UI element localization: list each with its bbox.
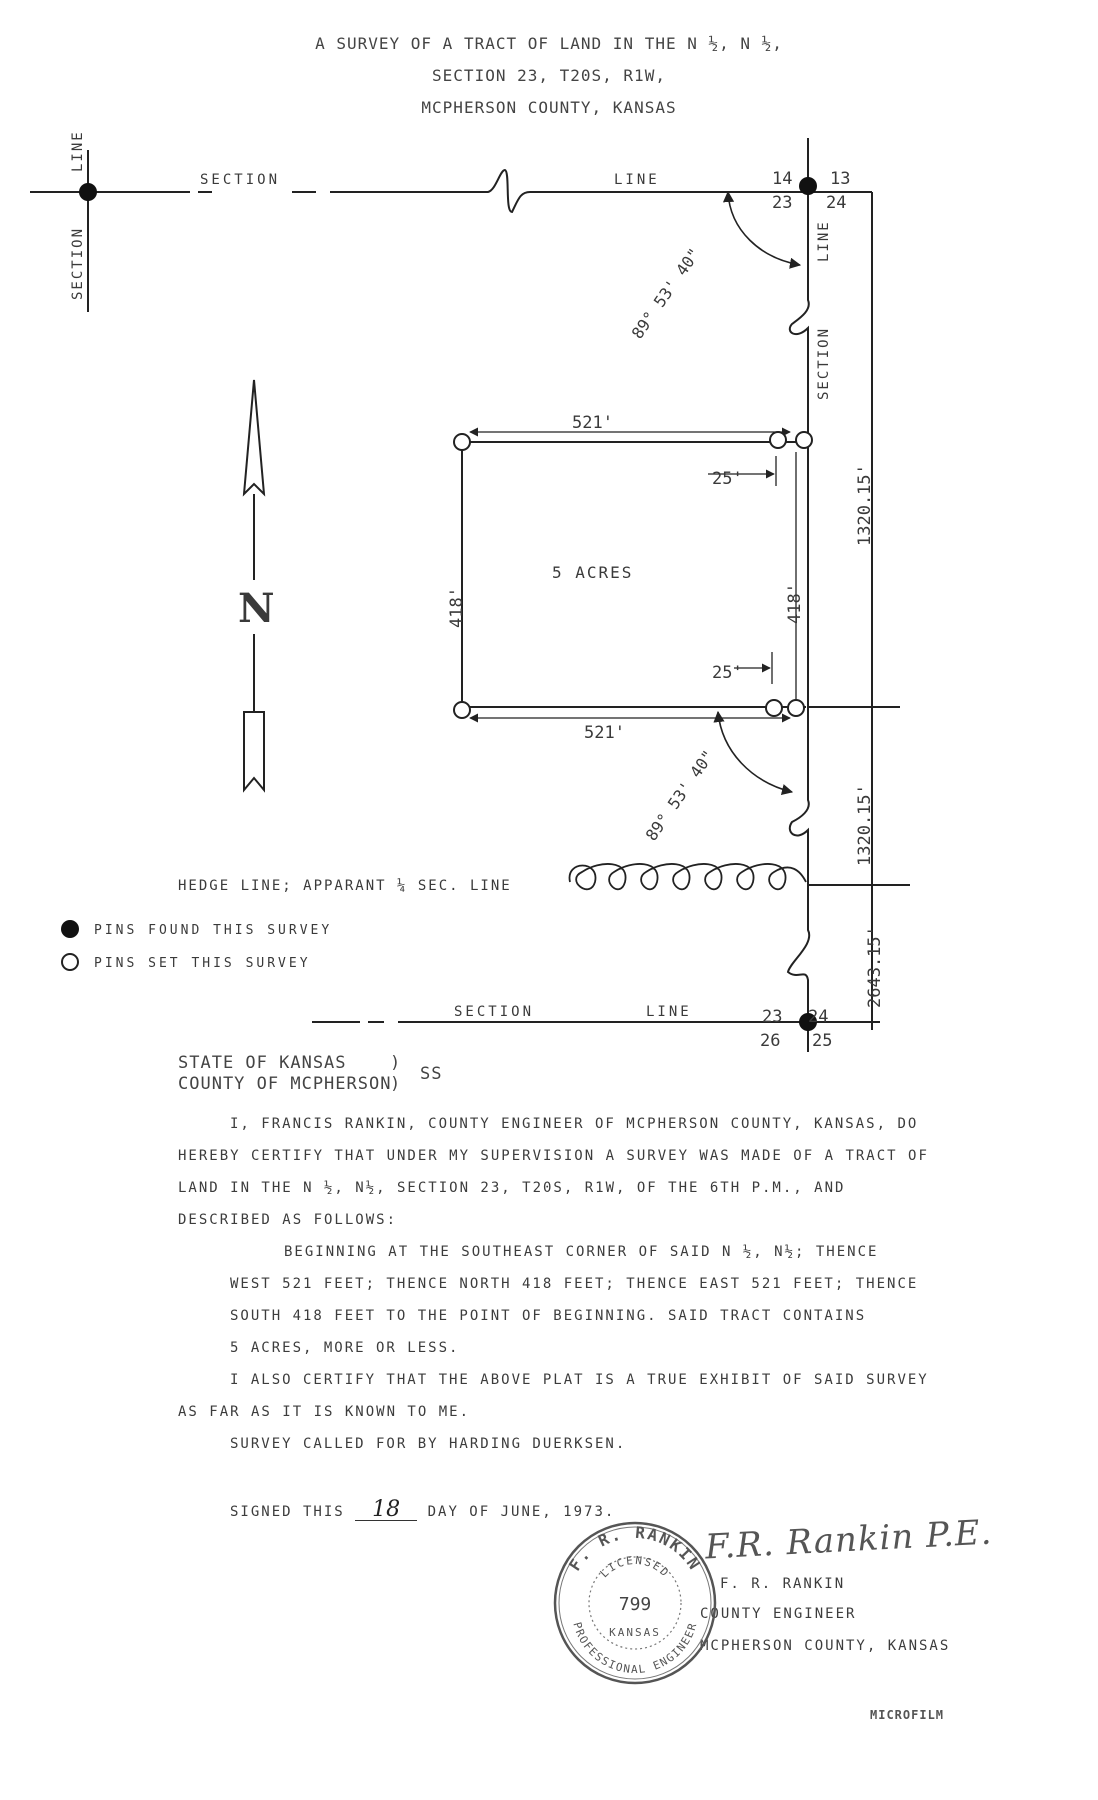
- venue-state: STATE OF KANSAS: [178, 1053, 347, 1073]
- seal-profession: PROFESSIONAL ENGINEER: [570, 1620, 700, 1676]
- seal-licensed: LICENSED: [597, 1553, 673, 1581]
- seal-number: 799: [618, 1594, 652, 1615]
- section-label-east: SECTION: [816, 326, 832, 400]
- corner-se-ne: 24: [808, 1007, 829, 1027]
- dim-1320-south: 1320.15': [855, 784, 875, 866]
- cert-p2-line4: 5 ACRES, MORE OR LESS.: [230, 1340, 460, 1356]
- cert-p2-line3: SOUTH 418 FEET TO THE POINT OF BEGINNING. SAID TRACT CONTAINS: [230, 1308, 867, 1324]
- north-letter: N: [238, 585, 275, 632]
- title-line-1: A SURVEY OF A TRACT OF LAND IN THE N ½, N ½,: [315, 34, 783, 53]
- dim-offset-25-south: 25': [712, 663, 743, 683]
- legend-found-label: PINS FOUND THIS SURVEY: [94, 923, 333, 938]
- seal-name: F. R. RANKIN: [565, 1522, 705, 1575]
- tract-area-label: 5 ACRES: [552, 563, 634, 582]
- corner-se-nw: 23: [762, 1007, 783, 1027]
- legend-set-label: PINS SET THIS SURVEY: [94, 956, 311, 971]
- signed-prefix: SIGNED THIS: [230, 1504, 345, 1520]
- title-line-3: MCPHERSON COUNTY, KANSAS: [421, 98, 677, 117]
- dim-south-521: 521': [584, 723, 625, 743]
- engineer-signature: F.R. Rankin P.E.: [704, 1512, 994, 1568]
- engineer-seal: [550, 1518, 720, 1688]
- venue-paren-2: ): [390, 1074, 402, 1094]
- pin-set-ne-a: [770, 432, 786, 448]
- venue-county: COUNTY OF MCPHERSON: [178, 1074, 392, 1094]
- pin-set-se-b: [788, 700, 804, 716]
- hedge-line-label: HEDGE LINE; APPARANT ¼ SEC. LINE: [178, 878, 512, 894]
- cert-p1-line2: HEREBY CERTIFY THAT UNDER MY SUPERVISION A SURVEY WAS MADE OF A TRACT OF: [178, 1148, 929, 1164]
- microfilm-stamp: MICROFILM: [870, 1708, 945, 1722]
- signer-county: MCPHERSON COUNTY, KANSAS: [700, 1638, 951, 1654]
- corner-se-sw: 26: [760, 1031, 781, 1051]
- pin-set-ne-b: [796, 432, 812, 448]
- section-label-west: SECTION: [70, 226, 86, 300]
- signed-day: 18: [355, 1500, 417, 1521]
- dim-north-521: 521': [572, 413, 613, 433]
- line-label-west: LINE: [70, 130, 86, 172]
- dim-west-418: 418': [447, 587, 467, 628]
- dim-1320-north: 1320.15': [855, 464, 875, 546]
- svg-text:LICENSED: [598, 1554, 673, 1580]
- corner-ne-sw: 23: [772, 193, 793, 213]
- corner-se-se: 25: [812, 1031, 833, 1051]
- cert-p1-line4: DESCRIBED AS FOLLOWS:: [178, 1212, 398, 1228]
- corner-ne-ne: 13: [830, 169, 851, 189]
- line-label-north: LINE: [614, 172, 660, 188]
- cert-p3-line2: AS FAR AS IT IS KNOWN TO ME.: [178, 1404, 471, 1420]
- angle-label-north: 89° 53' 40": [627, 244, 705, 343]
- cert-p2-line2: WEST 521 FEET; THENCE NORTH 418 FEET; THENCE EAST 521 FEET; THENCE: [230, 1276, 919, 1292]
- signed-suffix: DAY OF JUNE, 1973.: [427, 1504, 616, 1520]
- line-label-south: LINE: [646, 1004, 692, 1020]
- pin-set-se-a: [766, 700, 782, 716]
- cert-called-for: SURVEY CALLED FOR BY HARDING DUERKSEN.: [230, 1436, 627, 1452]
- legend-found-icon: [61, 920, 79, 938]
- legend-set-icon: [62, 954, 78, 970]
- pin-set-sw: [454, 702, 470, 718]
- line-label-east: LINE: [816, 220, 832, 262]
- pin-found-ne: [799, 177, 817, 195]
- pin-set-nw: [454, 434, 470, 450]
- dim-east-418: 418': [785, 583, 805, 624]
- cert-p2-line1: BEGINNING AT THE SOUTHEAST CORNER OF SAID N ½, N½; THENCE: [284, 1244, 879, 1260]
- pin-found-nw: [79, 183, 97, 201]
- title-line-2: SECTION 23, T20S, R1W,: [432, 66, 666, 85]
- signer-name: F. R. RANKIN: [720, 1576, 846, 1592]
- dim-2643: 2643.15': [865, 926, 885, 1008]
- venue-paren-1: ): [390, 1053, 402, 1073]
- section-label-north: SECTION: [200, 172, 281, 188]
- cert-p1-line3: LAND IN THE N ½, N½, SECTION 23, T20S, R1W, OF THE 6TH P.M., AND: [178, 1180, 846, 1196]
- venue-ss: SS: [420, 1064, 443, 1084]
- cert-p3-line1: I ALSO CERTIFY THAT THE ABOVE PLAT IS A TRUE EXHIBIT OF SAID SURVEY: [230, 1372, 929, 1388]
- dim-offset-25-north: 25': [712, 469, 743, 489]
- hedge-line: [570, 864, 806, 889]
- signer-title: COUNTY ENGINEER: [700, 1606, 857, 1622]
- angle-label-south: 89° 53' 40": [641, 746, 719, 845]
- seal-state: KANSAS: [609, 1626, 661, 1639]
- cert-p1-line1: I, FRANCIS RANKIN, COUNTY ENGINEER OF MCPHERSON COUNTY, KANSAS, DO: [230, 1116, 919, 1132]
- corner-ne-se: 24: [826, 193, 847, 213]
- section-label-south: SECTION: [454, 1004, 535, 1020]
- corner-ne-nw: 14: [772, 169, 793, 189]
- section-line-north: [330, 170, 808, 212]
